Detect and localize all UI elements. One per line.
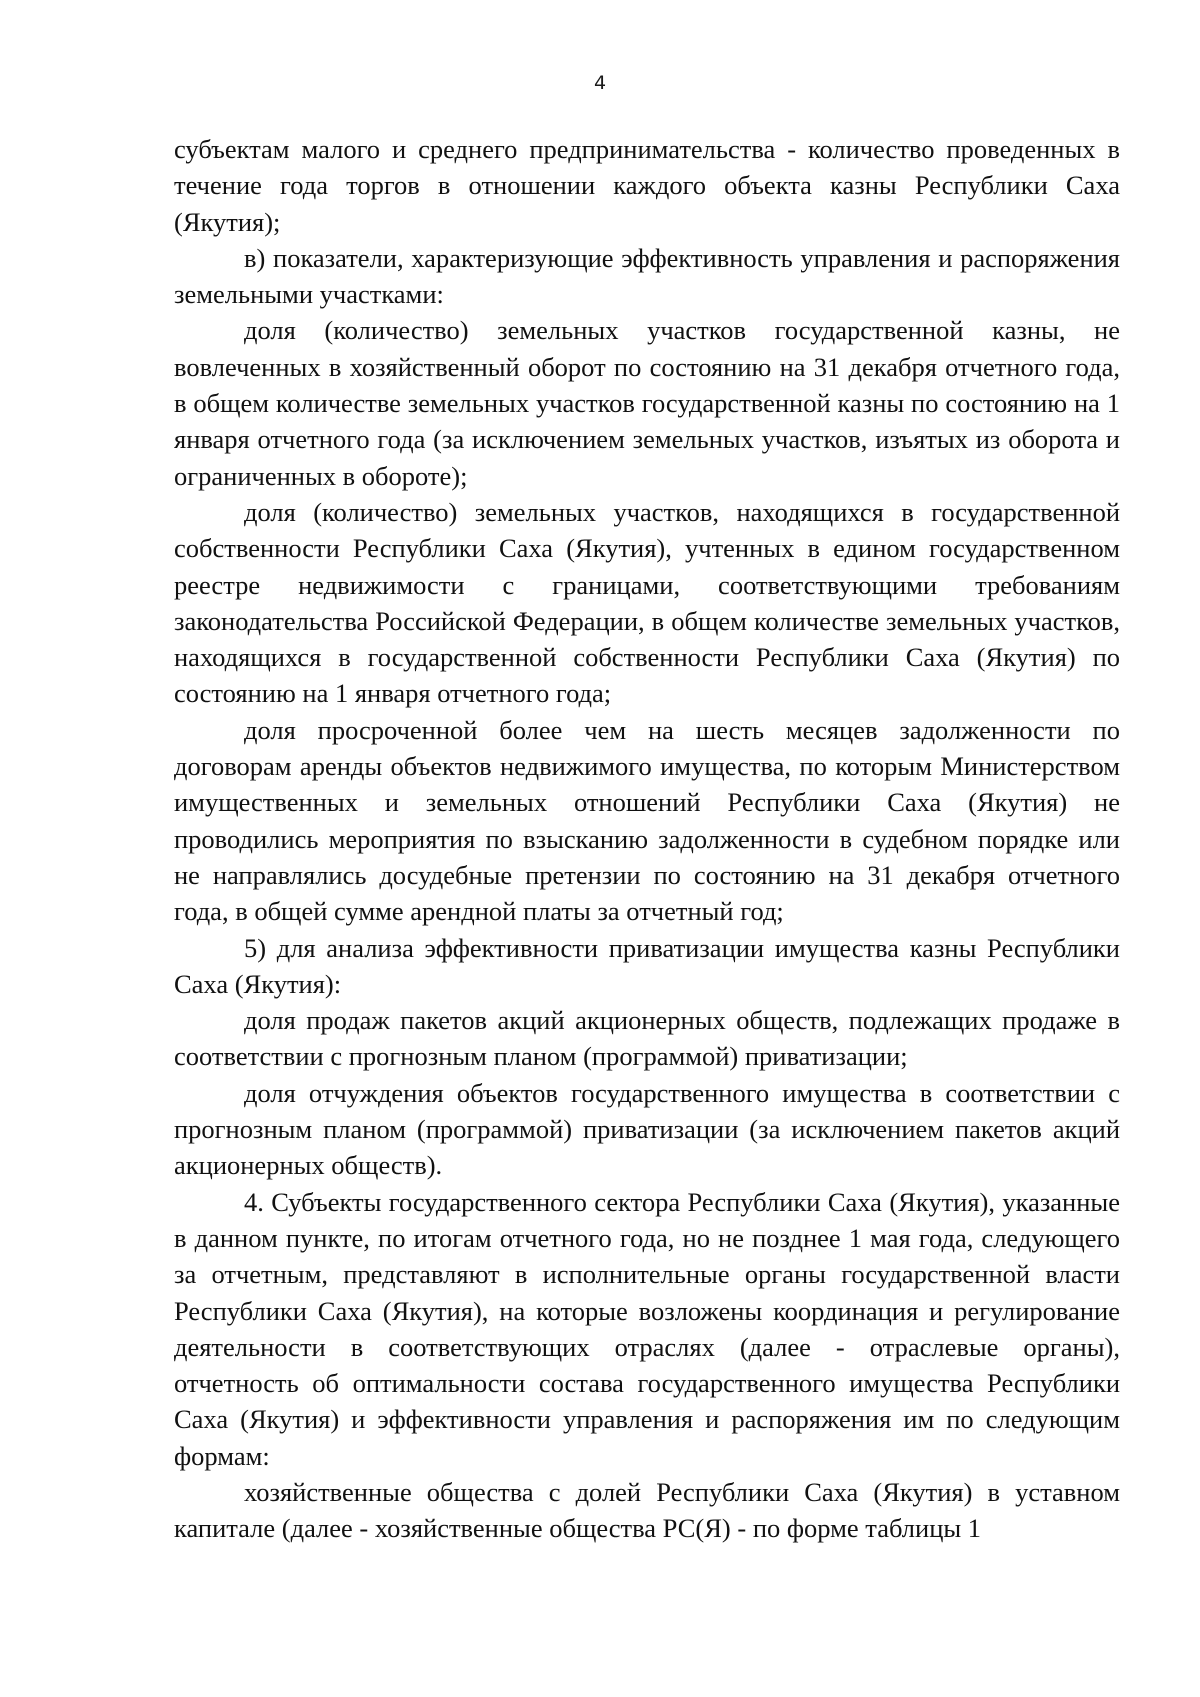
paragraph-land-not-involved: доля (количество) земельных участков государственной казны, не вовлеченных в хозяйственный оборот по состоянию на 31 декабря отчетного года, в общем количестве земельных участков государственной казны по состоянию на 1 января отчетного года (за исключением земельных участков, изъятых из оборота и ограниченных в обороте); <box>174 315 1120 491</box>
paragraph-land-registry: доля (количество) земельных участков, находящихся в государственной собственности Республики Саха (Якутия), учтенных в едином государственном реестре недвижимости с границами, соответствующими требованиям законодательства Российской Федерации, в общем количестве земельных участков, находящихся в государственной собственности Республики Саха (Якутия) по состоянию на 1 января отчетного года; <box>174 496 1120 709</box>
page-number: 4 <box>593 72 607 94</box>
paragraph-continuation: субъектам малого и среднего предпринимательства - количество проведенных в течение года торгов в отношении каждого объекта казны Республики Саха (Якутия); <box>174 134 1120 237</box>
document-body <box>174 131 1120 1547</box>
paragraph-property-alienation: доля отчуждения объектов государственного имущества в соответствии с прогнозным планом (программой) приватизации (за исключением пакетов акций акционерных обществ). <box>174 1077 1120 1181</box>
paragraph-business-companies: хозяйственные общества с долей Республики Саха (Якутия) в уставном капитале (далее - хозяйственные общества РС(Я) - по форме таблицы 1 <box>174 1476 1120 1544</box>
paragraph-share-sales: доля продаж пакетов акций акционерных обществ, подлежащих продаже в соответствии с прогнозным планом (программой) приватизации; <box>174 1005 1120 1072</box>
paragraph-land-indicators-heading: в) показатели, характеризующие эффективность управления и распоряжения земельными участками: <box>174 242 1120 310</box>
paragraph-item-4: 4. Субъекты государственного сектора Республики Саха (Якутия), указанные в данном пункте, по итогам отчетного года, но не позднее 1 мая года, следующего за отчетным, представляют в исполнительные органы государственной власти Республики Саха (Якутия), на которые возложены координация и регулирование деятельности в соответствующих отраслях (далее - отраслевые органы), отчетность об оптимальности состава государственного имущества Республики Саха (Якутия) и эффективности управления и распоряжения им по следующим формам: <box>174 1186 1120 1471</box>
paragraph-privatization-heading: 5) для анализа эффективности приватизации имущества казны Республики Саха (Якутия): <box>174 932 1120 999</box>
paragraph-overdue-debt: доля просроченной более чем на шесть месяцев задолженности по договорам аренды объектов недвижимого имущества, по которым Министерством имущественных и земельных отношений Республики Саха (Якутия) не проводились мероприятия по взысканию задолженности в судебном порядке или не направлялись досудебные претензии по состоянию на 31 декабря отчетного года, в общей сумме арендной платы за отчетный год; <box>174 714 1120 927</box>
